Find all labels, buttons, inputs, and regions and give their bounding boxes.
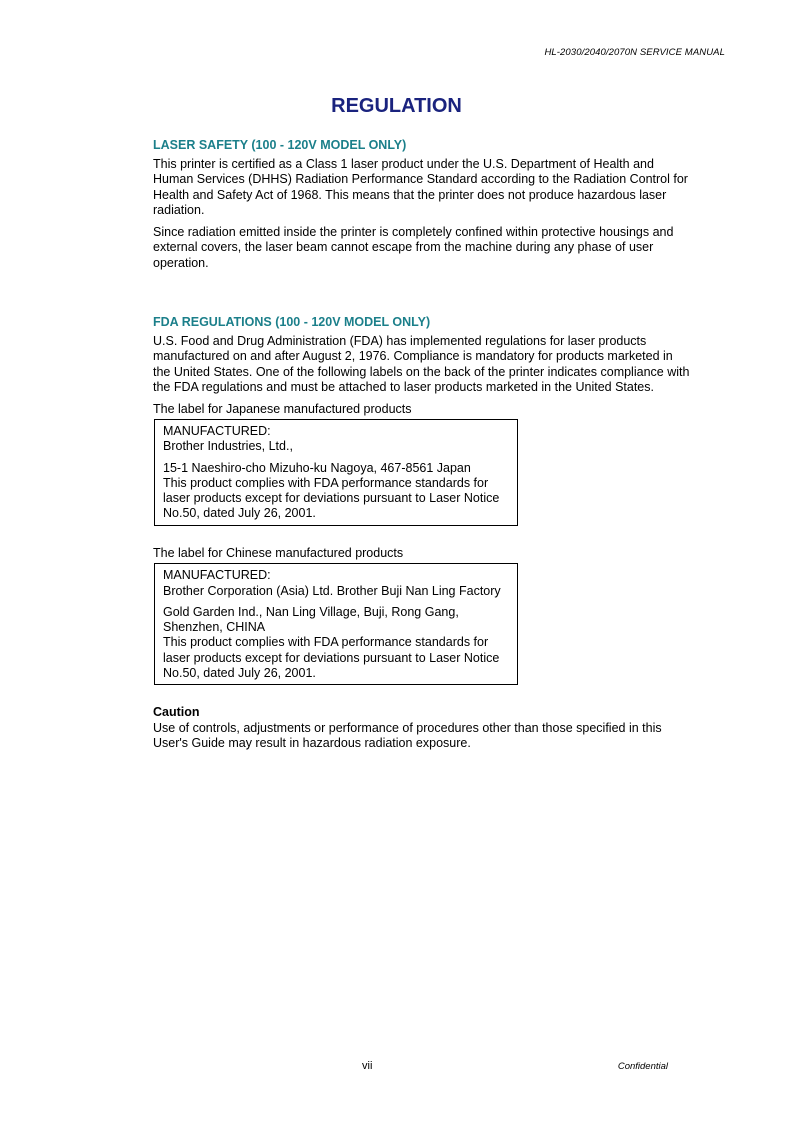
chinese-label-compliance: This product complies with FDA performance standards for laser products except for deviations pursuant to Laser Notice No.50, dated July 26, 2001. (163, 635, 500, 681)
laser-safety-paragraph-2: Since radiation emitted inside the printer is completely confined within protective housings and external covers, the laser beam cannot escape from the machine during any phase of user operation. (153, 224, 674, 270)
caution-section (153, 705, 693, 752)
page-number: vii (362, 1060, 373, 1072)
fda-regulations-section (153, 315, 693, 685)
document-body (153, 138, 693, 758)
fda-paragraph: U.S. Food and Drug Administration (FDA) has implemented regulations for laser products manufactured on and after August 2, 1976. Compliance is mandatory for products marketed in the United States. One of the following labels on the back of the printer indicates compliance with the FDA regulations and must be attached to laser products marketed in the United States. (153, 333, 690, 394)
japanese-label-compliance: This product complies with FDA performance standards for laser products except for deviations pursuant to Laser Notice No.50, dated July 26, 2001. (163, 475, 500, 521)
laser-safety-paragraph-1: This printer is certified as a Class 1 laser product under the U.S. Department of Health and Human Services (DHHS) Radiation Performance Standard according to the Radiation Control for Health and Safety Act of 1968. This means that the printer does not produce hazardous laser radiation. (153, 156, 688, 217)
japanese-label-company: Brother Industries, Ltd., (163, 439, 293, 454)
laser-safety-heading: LASER SAFETY (100 - 120V MODEL ONLY) (153, 138, 407, 152)
section-spacer (153, 277, 693, 315)
caution-text: Use of controls, adjustments or performance of procedures other than those specified in this User's Guide may result in hazardous radiation exposure. (153, 720, 662, 751)
laser-safety-section (153, 138, 693, 271)
chinese-label-manufactured: MANUFACTURED: (163, 568, 271, 583)
japanese-label-address: 15-1 Naeshiro-cho Mizuho-ku Nagoya, 467-8561 Japan (163, 460, 471, 475)
chinese-label-company: Brother Corporation (Asia) Ltd. Brother Buji Nan Ling Factory (163, 583, 501, 598)
japanese-label-manufactured: MANUFACTURED: (163, 424, 271, 438)
caution-title: Caution (153, 705, 200, 720)
chinese-label-box (154, 563, 518, 685)
chinese-label-intro: The label for Chinese manufactured products (153, 545, 404, 560)
japanese-label-box (154, 419, 518, 526)
page-title: REGULATION (331, 95, 462, 117)
chinese-label-address: Gold Garden Ind., Nan Ling Village, Buji, Rong Gang, Shenzhen, CHINA (163, 604, 459, 635)
fda-regulations-heading: FDA REGULATIONS (100 - 120V MODEL ONLY) (153, 315, 431, 329)
confidential-mark: Confidential (617, 1061, 668, 1072)
japanese-label-intro: The label for Japanese manufactured products (153, 401, 412, 416)
manual-reference: HL-2030/2040/2070N SERVICE MANUAL (544, 47, 725, 58)
